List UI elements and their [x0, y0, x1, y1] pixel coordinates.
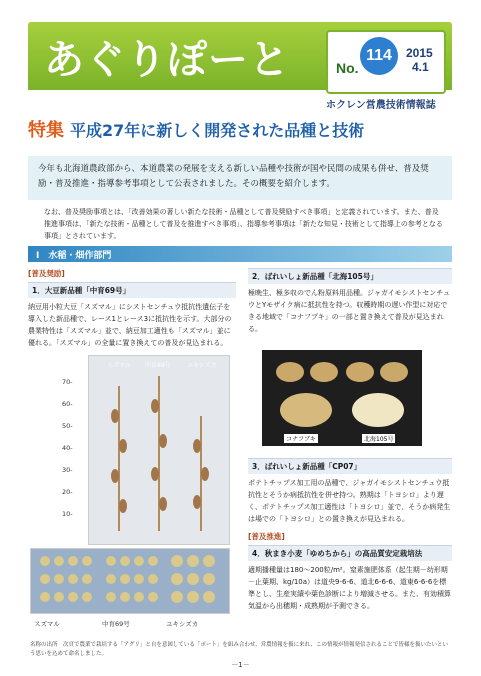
axis-tick-20: 20-	[62, 488, 73, 496]
item1-body: 納豆用小粒大豆「スズマル」にシストセンチュウ抵抗性遺伝子を導入した新品種で、レース1とレース3に抵抗性を示す。大部分の農業特性は「スズマル」並で、納豆加工適性も「スズマル」並に優れる。「スズマル」の全量に置き換えての普及が見込まれる。	[28, 303, 232, 347]
feature-tag: 特集	[28, 120, 64, 141]
soy-label-3: ユキシズカ	[187, 362, 217, 369]
axis-tick-10: 10-	[62, 510, 73, 518]
masthead-title: あぐりぽーと	[44, 37, 290, 83]
issue-label: No.	[336, 60, 359, 76]
item2-title: 2．ばれいしょ新品種「北海105号」	[248, 268, 452, 284]
axis-tick-70: 70-	[62, 378, 73, 386]
item4-title: 4．秋まき小麦「ゆめちから」の高品質安定栽培法	[248, 545, 452, 561]
right-column-bottom	[248, 458, 452, 612]
publisher: ホクレン営農技術情報誌	[326, 100, 436, 111]
soybean-plant-photo	[88, 355, 230, 545]
axis-tick-50: 50-	[62, 422, 73, 430]
page-number: －1－	[231, 661, 250, 669]
soy-label-2: 中育69号	[145, 362, 171, 369]
item3-body: ポテトチップス加工用の品種で、ジャガイモシストセンチュウ抵抗性とそうか病抵抗性を併せ持つ。熟期は「トヨシロ」より遅く、ポテトチップス加工適性は「トヨシロ」並で、そうか病発生は場での「トヨシロ」との置き換えが見込まれる。	[248, 479, 451, 523]
issue-box	[326, 30, 446, 94]
soybean-seed-photo	[30, 548, 230, 614]
axis-tick-60: 60-	[62, 400, 73, 408]
section-heading: Ⅰ 水稲・畑作部門	[28, 246, 452, 262]
feature-title: 平成27年に新しく開発された品種と技術	[70, 121, 365, 140]
intro-text: 今年も北海道農政部から、本道農業の発展を支える新しい品種や技術が国や民間の成果も併せ、普及奨励・普及推進・指導参考事項として公表されました。その概要を紹介します。	[28, 156, 452, 200]
potato-graphic	[262, 350, 422, 446]
soy-label-1: スズマル	[107, 362, 131, 369]
tag-promotion: [普及奨励]	[28, 269, 65, 278]
item2-body: 極晩生、極多収のでん粉原料用品種。ジャガイモシストセンチュウとYモザイク病に抵抗性を持つ。収穫時期の遅い作型に対応できる地域で「コナフブキ」の一部と置き換えて普及が見込まれる。	[248, 289, 451, 333]
right-column-top	[248, 268, 452, 335]
potato-label-2: 北海105号	[364, 436, 394, 443]
feature-heading	[28, 116, 452, 146]
issue-date: 4.1	[412, 60, 429, 74]
issue-number: 114	[360, 37, 398, 75]
potato-photo	[262, 350, 422, 446]
masthead-header	[28, 22, 452, 111]
bean-label-2: 中育69号	[102, 620, 130, 628]
potato-label-1: コナフブキ	[286, 436, 316, 443]
item4-body: 適期播種量は180～200粒/m²。窒素施肥体系（起生期－幼形期－止葉期、kg/10a）は道央9-6-6、道北6-6-6、道東6-6-6を標準とし、生産実績や葉色診断により増減させる。また、有効積算気温から出穂期・成熟期が予測できる。	[248, 566, 451, 610]
bean-label-1: スズマル	[34, 620, 60, 628]
item3-title: 3．ばれいしょ新品種「CP07」	[248, 458, 452, 474]
issue-year: 2015	[406, 46, 433, 60]
left-column	[28, 268, 236, 349]
axis-tick-40: 40-	[62, 444, 73, 452]
soybean-plant-graphic	[89, 356, 231, 546]
item1-title: 1．大豆新品種「中育69号」	[28, 282, 236, 298]
soybean-seed-graphic	[31, 549, 231, 615]
tag-promotion-2: [普及推進]	[248, 532, 285, 541]
footer-note: 名称の出所 次頁で農業で栽培する「アグリ」と自を意図している「ポート」を組み合わせ、営農情報を扱に来れ、この情報が情報発信されることで皆様を扱いたいという思いを込めて命名しました。	[30, 642, 449, 657]
bean-label-3: ユキシズカ	[166, 620, 199, 628]
note-text: なお、普及奨励事項とは、「改善効果の著しい新たな技術・品種として普及奨励すべき事項」と定義されています。また、普及推進事項は、「新たな技術・品種として普及を推進すべき事項」、指導参考事項は「新たな知見・技術として指導上の参考となる事項」とされています。	[44, 208, 443, 240]
axis-tick-30: 30-	[62, 466, 73, 474]
